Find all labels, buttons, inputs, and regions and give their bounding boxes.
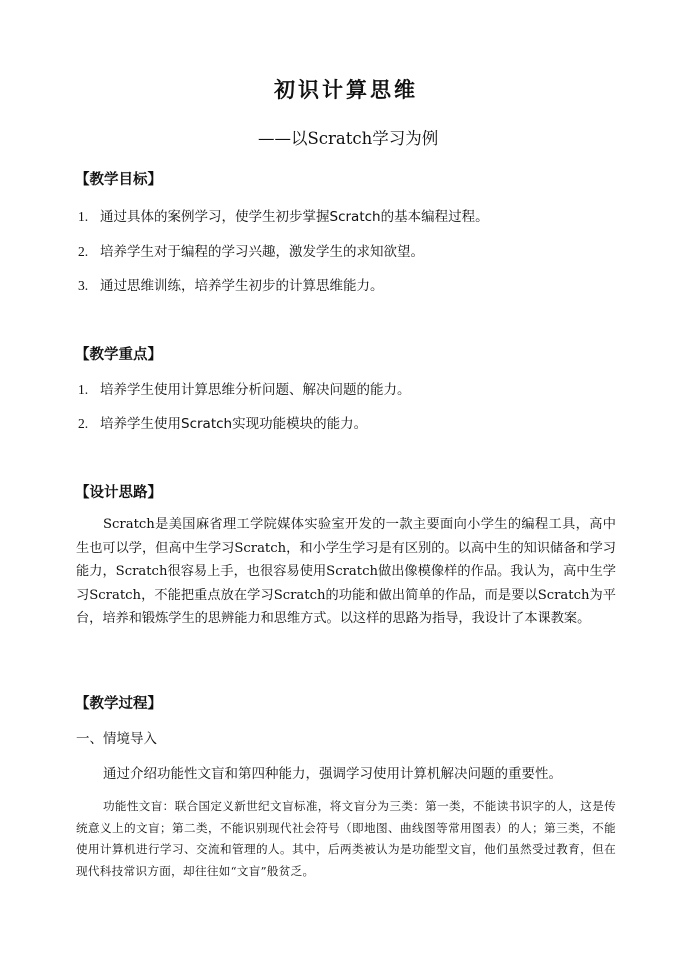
list-number: 1.: [78, 382, 89, 397]
list-item: [78, 274, 384, 294]
document-subtitle: ——以Scratch学习为例: [258, 129, 439, 148]
step-label: 一、情境导入: [76, 731, 157, 747]
list-item: [78, 378, 411, 398]
heading-teaching-goals: 【教学目标】: [75, 172, 162, 188]
heading-design-ideas: 【设计思路】: [75, 485, 162, 501]
list-number: 3.: [78, 278, 89, 293]
list-item: [78, 240, 424, 260]
list-item: [78, 412, 367, 432]
heading-teaching-process: 【教学过程】: [75, 696, 162, 712]
quote-paragraph: 功能性文盲：联合国定义新世纪文盲标准，将文盲分为三类：第一类，不能读书识字的人，这是传统意义上的文盲；第二类，不能识别现代社会符号（即地图、曲线图等常用图表）的人；第三类，不能使用计算机进行学习、交流和管理的人。其中，后两类被认为是功能型文盲，他们虽然受过教育，但在现代科技常识方面，却往往如“文盲”般贫乏。: [76, 799, 616, 878]
list-text: 通过具体的案例学习，使学生初步掌握Scratch的基本编程过程。: [100, 209, 489, 225]
list-number: 2.: [78, 416, 89, 431]
step-text: 通过介绍功能性文盲和第四种能力，强调学习使用计算机解决问题的重要性。: [103, 766, 562, 782]
list-number: 1.: [78, 209, 89, 224]
list-number: 2.: [78, 244, 89, 259]
list-text: 培养学生对于编程的学习兴趣，激发学生的求知欲望。: [100, 244, 424, 260]
list-text: 通过思维训练，培养学生初步的计算思维能力。: [100, 278, 384, 294]
list-item: [78, 205, 489, 225]
list-text: 培养学生使用计算思维分析问题、解决问题的能力。: [100, 382, 411, 398]
heading-teaching-focus: 【教学重点】: [75, 347, 162, 363]
design-paragraph: Scratch是美国麻省理工学院媒体实验室开发的一款主要面向小学生的编程工具，高中生也可以学，但高中生学习Scratch，和小学生学习是有区别的。以高中生的知识储备和学习能力，Scratch很容易上手，也很容易使用Scratch做出像模像样的作品。我认为，高中生学习Scratch，不能把重点放在学习Scratch的功能和做出简单的作品，而是要以Scratch为平台，培养和锻炼学生的思辨能力和思维方式。以这样的思路为指导，我设计了本课教案。: [76, 517, 616, 626]
document-title: 初识计算思维: [274, 77, 418, 102]
list-text: 培养学生使用Scratch实现功能模块的能力。: [100, 416, 368, 432]
